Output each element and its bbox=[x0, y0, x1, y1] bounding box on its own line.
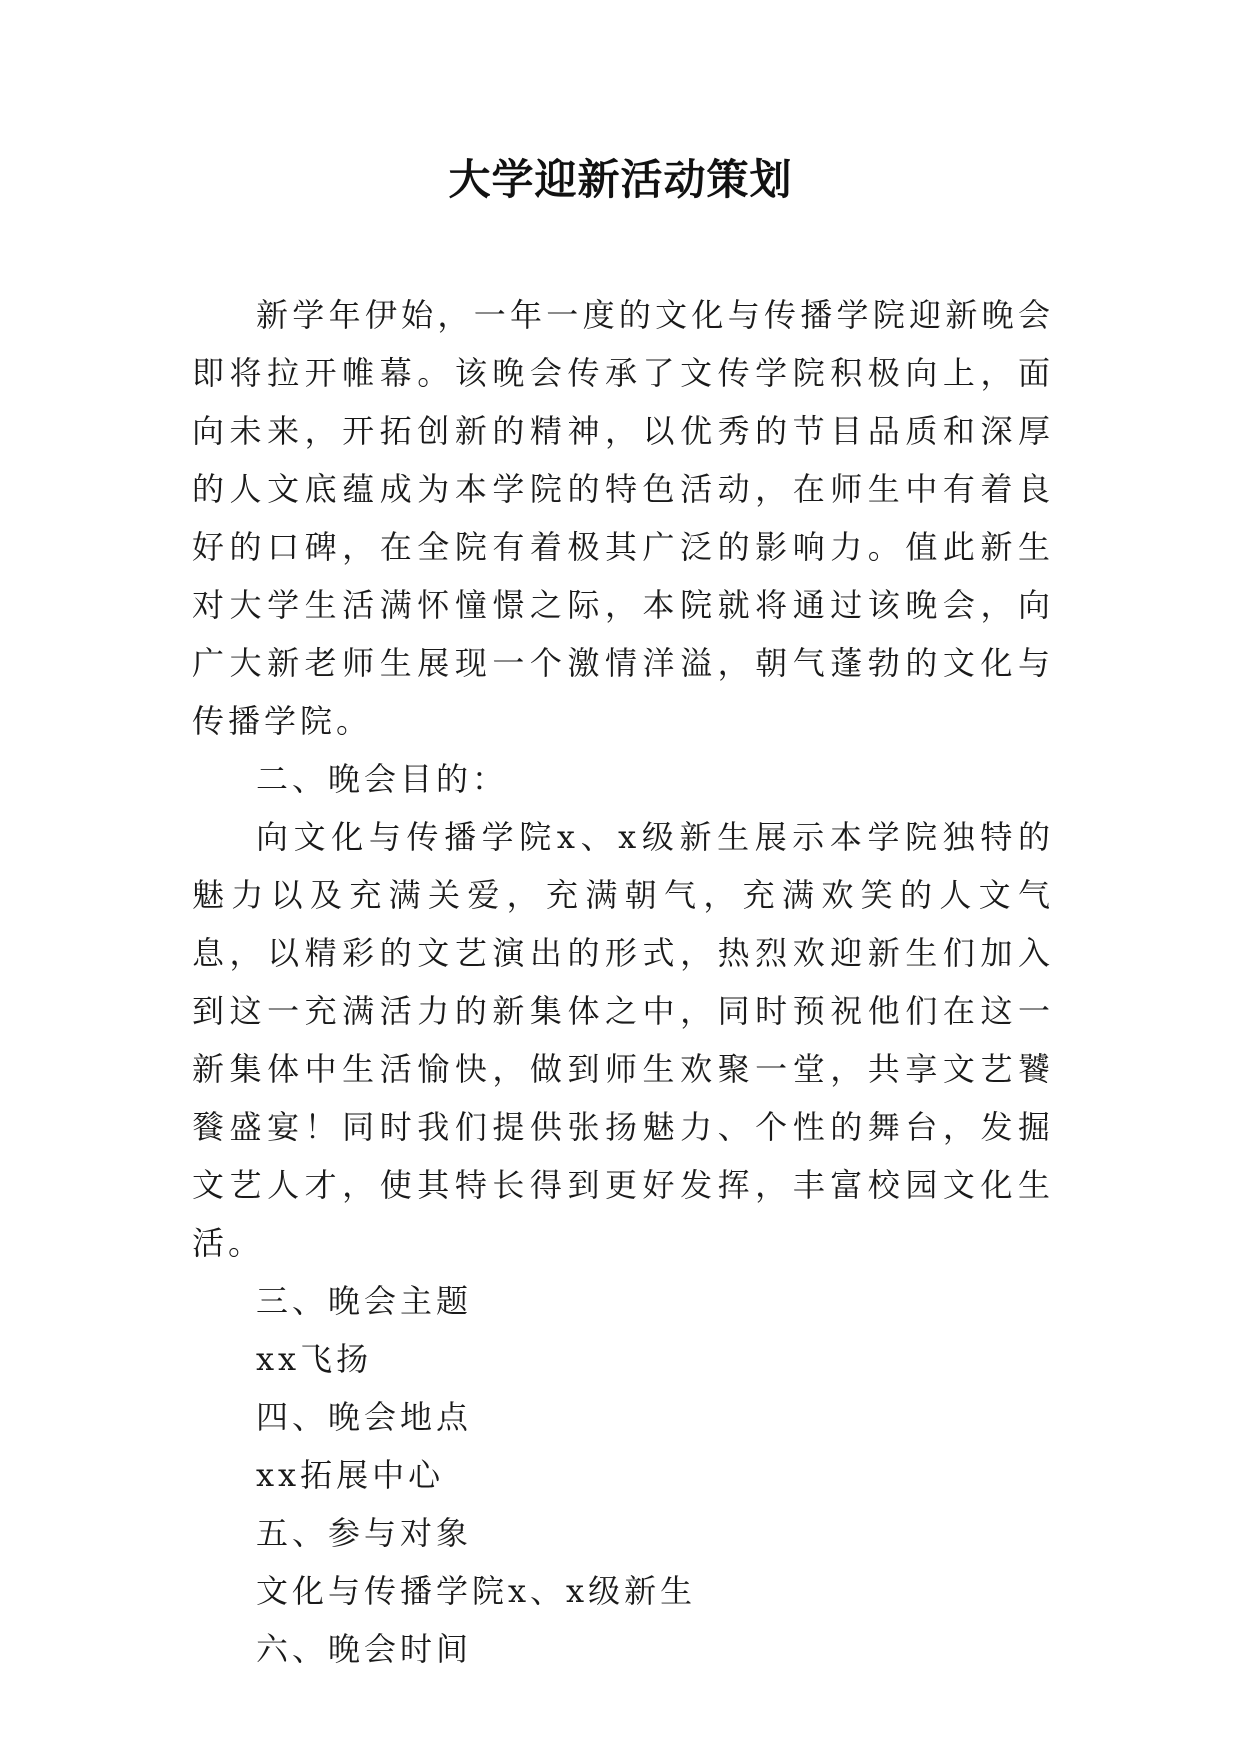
participants-value: 文化与传播学院x、x级新生 bbox=[256, 1572, 697, 1610]
location-value: xx拓展中心 bbox=[256, 1456, 445, 1494]
intro-paragraph: 新学年伊始，一年一度的文化与传播学院迎新晚会即将拉开帷幕。该晚会传承了文传学院积极向上，面向未来，开拓创新的精神，以优秀的节目品质和深厚的人文底蕴成为本学院的特色活动，在师生中有着良好的口碑，在全院有着极其广泛的影响力。值此新生对大学生活满怀憧憬之际，本院就将通过该晚会，向广大新老师生展现一个激情洋溢，朝气蓬勃的文化与传播学院。 bbox=[192, 296, 1054, 740]
section-heading-location: 四、晚会地点 bbox=[256, 1398, 473, 1436]
section-heading-participants: 五、参与对象 bbox=[256, 1514, 473, 1552]
section-heading-time: 六、晚会时间 bbox=[256, 1630, 473, 1668]
document-body bbox=[192, 286, 1054, 1678]
section-heading-theme: 三、晚会主题 bbox=[256, 1282, 473, 1320]
document-title: 大学迎新活动策划 bbox=[448, 155, 793, 204]
section-heading-purpose: 二、晚会目的： bbox=[256, 760, 509, 798]
theme-value: xx飞扬 bbox=[256, 1340, 373, 1378]
purpose-paragraph: 向文化与传播学院x、x级新生展示本学院独特的魅力以及充满关爱，充满朝气，充满欢笑的人文气息，以精彩的文艺演出的形式，热烈欢迎新生们加入到这一充满活力的新集体之中，同时预祝他们在这一新集体中生活愉快，做到师生欢聚一堂，共享文艺饕餮盛宴！同时我们提供张扬魅力、个性的舞台，发掘文艺人才，使其特长得到更好发挥，丰富校园文化生活。 bbox=[192, 818, 1054, 1262]
